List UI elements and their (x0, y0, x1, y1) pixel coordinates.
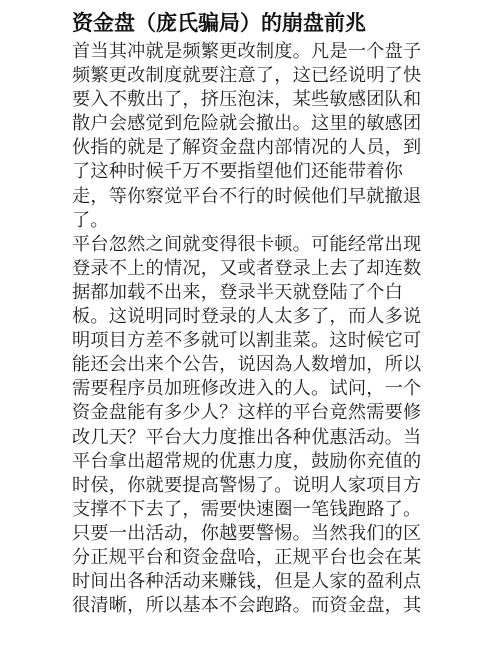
body-line: 散户会感觉到危险就会撤出。这里的敏感团 (72, 113, 422, 135)
body-line: 板。这说明同时登录的人太多了，而人多说 (72, 306, 422, 328)
body-line: 只要一出活动，你越要警惕。当然我们的区 (72, 522, 422, 544)
body-line: 很清晰，所以基本不会跑路。而资金盘，其 (72, 595, 422, 617)
body-line: 伙指的就是了解资金盘内部情况的人员，到 (72, 137, 422, 159)
body-line: 平台拿出超常规的优惠力度，鼓励你充值的 (72, 450, 422, 472)
body-line: 资金盘能有多少人？这样的平台竟然需要修 (72, 402, 422, 424)
body-line: 据都加载不出来，登录半天就登陆了个白 (72, 281, 403, 303)
body-line: 明项目方差不多就可以割韭菜。这时候它可 (72, 330, 422, 352)
body-line: 改几天？平台大力度推出各种优惠活动。当 (72, 426, 422, 448)
body-line: 频繁更改制度就要注意了，这已经说明了快 (72, 65, 422, 87)
body-line: 时侯，你就要提高警惕了。说明人家项目方 (72, 474, 422, 496)
body-line: 要入不敷出了，挤压泡沫，某些敏感团队和 (72, 89, 422, 111)
body-line: 平台忽然之间就变得很卡顿。可能经常出现 (72, 233, 422, 255)
body-line: 时间出各种活动来赚钱，但是人家的盈利点 (72, 571, 422, 593)
body-line: 分正规平台和资金盘哈，正规平台也会在某 (72, 546, 422, 568)
body-line: 首当其冲就是频繁更改制度。凡是一个盘子 (72, 41, 422, 62)
body-line: 支撑不下去了，需要快速圈一笔钱跑路了。 (72, 498, 422, 520)
body-line: 了。 (72, 209, 109, 231)
article-body (72, 40, 482, 618)
article-title: 资金盘（庞氏骗局）的崩盘前兆 (72, 11, 366, 35)
body-line: 能还会出来个公告，说因為人数增加，所以 (72, 354, 422, 376)
body-line: 走，等你察觉平台不行的时候他们早就撤退 (72, 185, 422, 207)
body-line: 了这种时候千万不要指望他们还能带着你 (72, 161, 403, 183)
body-line: 登录不上的情况，又或者登录上去了却连数 (72, 257, 422, 279)
body-line: 需要程序员加班修改进入的人。试问，一个 (72, 378, 422, 400)
